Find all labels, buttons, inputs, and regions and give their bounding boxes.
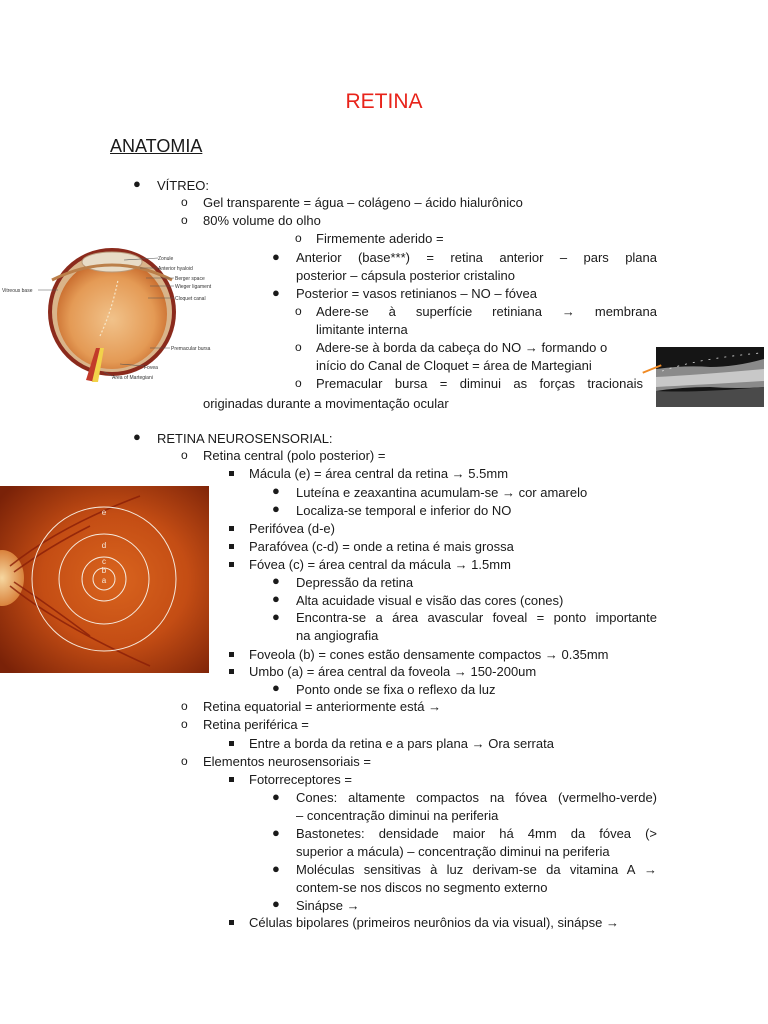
list-item-cont: originadas durante a movimentação ocular: [203, 396, 449, 411]
list-item: Fóvea (c) = área central da mácula → 1.5mm: [249, 557, 511, 572]
list-item: Retina equatorial = anteriormente está →: [203, 699, 442, 714]
bullet: ●: [272, 285, 280, 300]
diagram-label: Area of Martegiani: [112, 375, 153, 381]
bullet: ●: [272, 573, 280, 588]
bullet: ●: [272, 249, 280, 264]
diagram-label: Vitreous base: [2, 288, 33, 294]
bullet: [229, 526, 234, 531]
list-item: Retina periférica =: [203, 717, 309, 732]
list-item: Mácula (e) = área central da retina → 5.5mm: [249, 466, 509, 481]
retina-heading: RETINA NEUROSENSORIAL:: [157, 431, 333, 446]
bullet: ●: [272, 680, 280, 695]
bullet: [229, 920, 234, 925]
list-item: Parafóvea (c-d) = onde a retina é mais grossa: [249, 539, 514, 554]
bullet: [229, 471, 234, 476]
bullet: ●: [133, 429, 141, 444]
list-item: 80% volume do olho: [203, 213, 321, 228]
bullet: ●: [272, 501, 280, 516]
fundus-label: b: [101, 566, 107, 575]
bullet: ●: [272, 861, 280, 876]
bullet: o: [295, 231, 302, 245]
list-item: Adere-se à superfície retiniana → membrana: [316, 304, 657, 319]
list-item: Encontra-se a área avascular foveal = ponto importante: [296, 610, 657, 625]
diagram-label: Anterior hyaloid: [158, 266, 193, 272]
list-item: Ponto onde se fixa o reflexo da luz: [296, 682, 496, 697]
list-item: Perifóvea (d-e): [249, 521, 335, 536]
bullet: o: [295, 304, 302, 318]
list-item: Premacular bursa = diminui as forças tracionais: [316, 376, 643, 391]
bullet: ●: [272, 896, 280, 911]
fundus-label: c: [102, 557, 106, 566]
bullet: o: [181, 754, 188, 768]
page-title: RETINA: [345, 90, 423, 113]
bullet: ●: [133, 176, 141, 191]
eye-anatomy-diagram: [0, 240, 212, 382]
vitreo-heading: VÍTREO:: [157, 178, 210, 193]
list-item: Gel transparente = água – colágeno – ácido hialurônico: [203, 195, 523, 210]
bullet: o: [295, 376, 302, 390]
bullet: [229, 669, 234, 674]
list-item: Luteína e zeaxantina acumulam-se → cor amarelo: [296, 485, 588, 500]
section-heading: ANATOMIA: [110, 136, 203, 156]
list-item: Entre a borda da retina e a pars plana → Ora serrata: [249, 736, 554, 751]
list-item-cont: posterior – cápsula posterior cristalino: [296, 268, 515, 283]
list-item: Alta acuidade visual e visão das cores (cones): [296, 593, 564, 608]
list-item: Firmemente aderido =: [316, 231, 444, 246]
diagram-label: Premacular bursa: [171, 346, 211, 352]
bullet: o: [181, 195, 188, 209]
bullet: ●: [272, 825, 280, 840]
list-item: Elementos neurosensoriais =: [203, 754, 372, 769]
diagram-label: Wieger ligament: [175, 284, 212, 290]
list-item-cont: contem-se nos discos no segmento externo: [296, 880, 548, 895]
diagram-label: Zonule: [158, 256, 174, 262]
list-item-cont: superior a mácula) – concentração diminui na periferia: [296, 844, 610, 859]
bullet: o: [181, 213, 188, 227]
list-item: Localiza-se temporal e inferior do NO: [296, 503, 512, 518]
list-item-cont: limitante interna: [316, 322, 408, 337]
bullet: ●: [272, 789, 280, 804]
bullet: ●: [272, 609, 280, 624]
bullet: [229, 544, 234, 549]
oct-scan-image: [656, 347, 764, 407]
list-item: Depressão da retina: [296, 575, 414, 590]
bullet: [229, 562, 234, 567]
bullet: ●: [272, 483, 280, 498]
list-item: Moléculas sensitivas à luz derivam-se da vitamina A →: [296, 862, 657, 877]
list-item-cont: na angiografia: [296, 628, 379, 643]
list-item: Anterior (base***) = retina anterior – pars plana: [296, 250, 657, 265]
fundus-label: e: [101, 508, 107, 517]
fundus-photo: [0, 486, 209, 673]
bullet: [229, 652, 234, 657]
list-item-cont: início do Canal de Cloquet = área de Martegiani: [316, 358, 592, 373]
list-item: Fotorreceptores =: [249, 772, 352, 787]
bullet: [229, 777, 234, 782]
list-item: Umbo (a) = área central da foveola → 150-200um: [249, 664, 537, 679]
list-item-cont: – concentração diminui na periferia: [296, 808, 499, 823]
bullet: ●: [272, 591, 280, 606]
list-item: Bastonetes: densidade maior há 4mm da fóvea (>: [296, 826, 657, 841]
list-item: Retina central (polo posterior) =: [203, 448, 386, 463]
list-item: Adere-se à borda da cabeça do NO → formando o: [316, 340, 608, 355]
fundus-label: d: [101, 541, 107, 550]
bullet: o: [181, 699, 188, 713]
fundus-label: a: [101, 576, 107, 585]
bullet: o: [181, 717, 188, 731]
list-item: Posterior = vasos retinianos – NO – fóvea: [296, 286, 537, 301]
list-item: Sinápse →: [296, 898, 360, 913]
diagram-label: Fovea: [144, 365, 158, 371]
diagram-label: Berger space: [175, 276, 205, 282]
list-item: Cones: altamente compactos na fóvea (vermelho-verde): [296, 790, 657, 805]
bullet: o: [295, 340, 302, 354]
diagram-label: Cloquet canal: [175, 296, 206, 302]
list-item: Foveola (b) = cones estão densamente compactos → 0.35mm: [249, 647, 609, 662]
list-item: Células bipolares (primeiros neurônios da via visual), sinápse →: [249, 915, 619, 930]
bullet: [229, 741, 234, 746]
bullet: o: [181, 448, 188, 462]
